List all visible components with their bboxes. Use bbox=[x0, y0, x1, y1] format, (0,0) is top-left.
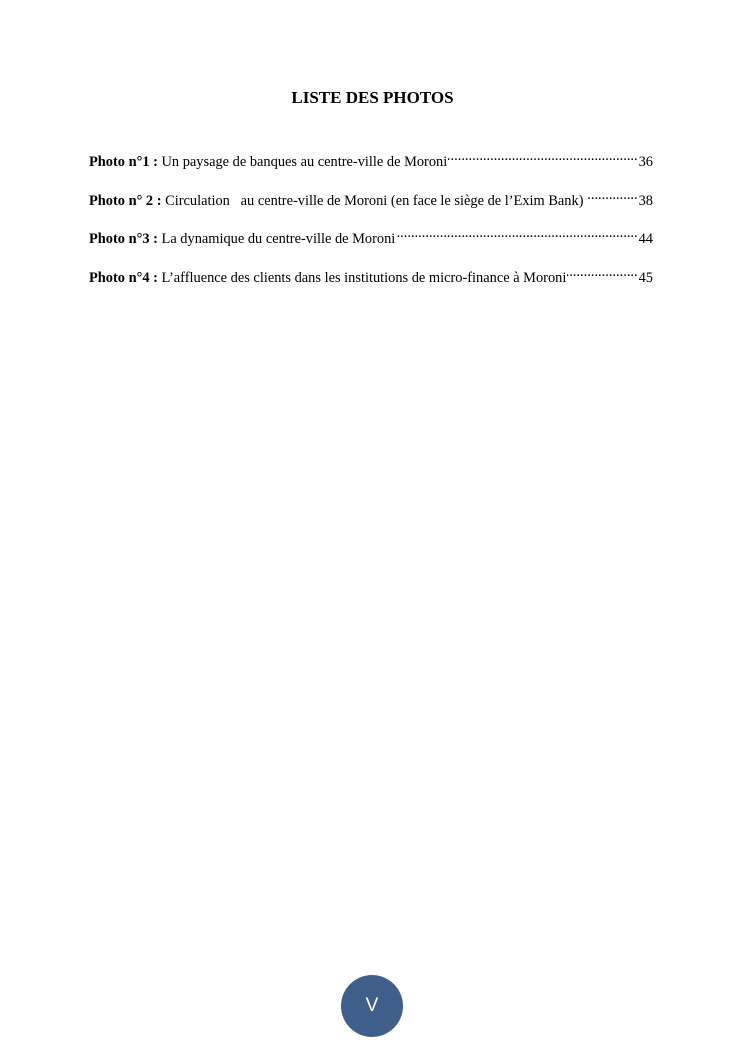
photo-caption: Circulation au centre-ville de Moroni (en face le siège de l’Exim Bank) bbox=[165, 192, 588, 209]
dot-leader bbox=[396, 223, 637, 243]
photo-list bbox=[89, 146, 653, 300]
photo-caption: L’affluence des clients dans les institutions de micro-finance à Moroni bbox=[161, 269, 567, 286]
page-reference: 44 bbox=[638, 231, 653, 247]
dot-leader bbox=[588, 185, 638, 205]
dot-leader bbox=[448, 146, 637, 166]
page-title: LISTE DES PHOTOS bbox=[291, 88, 454, 107]
photo-label: Photo n°3 : bbox=[89, 231, 158, 247]
page-reference: 36 bbox=[638, 154, 653, 170]
page-reference: 45 bbox=[638, 269, 653, 286]
photo-label: Photo n° 2 : bbox=[89, 192, 162, 209]
photo-label: Photo n°1 : bbox=[89, 154, 158, 170]
photo-caption: La dynamique du centre-ville de Moroni bbox=[161, 231, 396, 247]
list-item[interactable] bbox=[89, 223, 653, 247]
page-reference: 38 bbox=[638, 192, 653, 209]
photo-caption: Un paysage de banques au centre-ville de Moroni bbox=[161, 154, 448, 170]
list-item[interactable] bbox=[89, 146, 653, 170]
list-item[interactable] bbox=[89, 262, 653, 286]
page-number-badge: V bbox=[341, 975, 403, 1037]
dot-leader bbox=[567, 262, 637, 282]
photo-label: Photo n°4 : bbox=[89, 269, 158, 286]
list-item[interactable] bbox=[89, 185, 653, 209]
